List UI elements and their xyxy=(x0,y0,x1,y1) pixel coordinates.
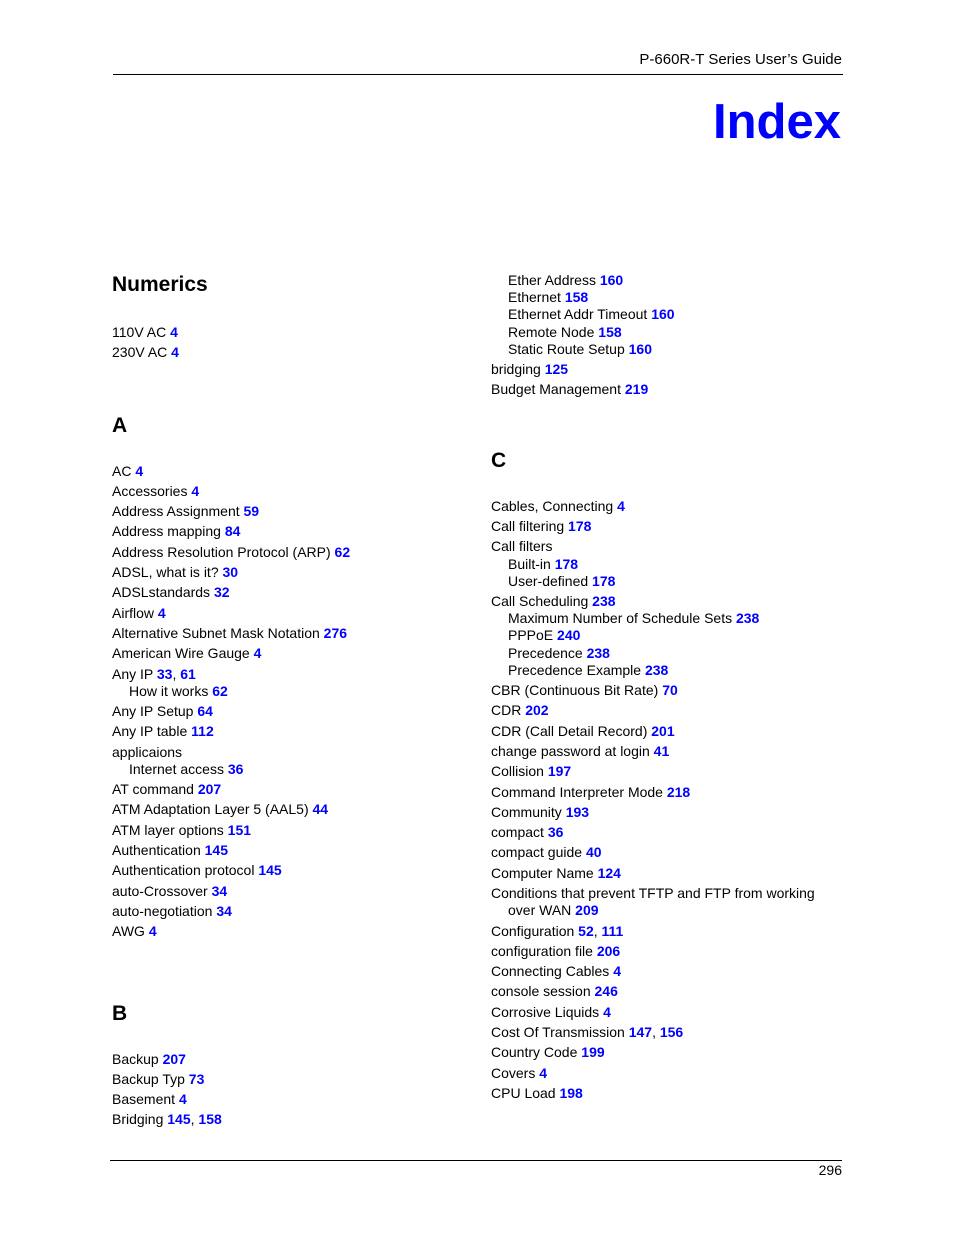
page-link[interactable]: 207 xyxy=(162,1050,186,1067)
page-link[interactable]: 145 xyxy=(167,1111,191,1128)
page-link[interactable]: 112 xyxy=(191,723,214,740)
page-link[interactable]: 4 xyxy=(171,344,179,361)
index-entry: Configuration 52, 111 xyxy=(491,922,624,939)
index-entry: AC 4 xyxy=(112,462,144,479)
index-subentry: Precedence 238 xyxy=(508,644,610,661)
page-number: 296 xyxy=(818,1162,842,1178)
section-heading-a: A xyxy=(112,413,128,437)
page-link[interactable]: 178 xyxy=(554,555,579,572)
page-link[interactable]: 36 xyxy=(227,760,244,777)
index-entry: ATM layer options 151 xyxy=(112,821,252,838)
page-link[interactable]: 41 xyxy=(653,743,670,759)
page-link[interactable]: 158 xyxy=(198,1111,222,1128)
index-subentry: Ethernet 158 xyxy=(508,289,589,306)
page-link[interactable]: 160 xyxy=(628,340,652,357)
index-entry: Authentication 145 xyxy=(112,842,228,859)
index-entry: bridging 125 xyxy=(491,361,569,378)
page-link[interactable]: 32 xyxy=(213,584,230,601)
page-link[interactable]: 44 xyxy=(312,801,329,818)
index-entry: American Wire Gauge 4 xyxy=(112,645,262,662)
page-link[interactable]: 238 xyxy=(592,593,616,609)
index-entry: configuration file 206 xyxy=(491,942,621,959)
index-entry: ADSL, what is it? 30 xyxy=(112,564,239,581)
page-link[interactable]: 30 xyxy=(222,564,239,581)
index-entry: Authentication protocol 145 xyxy=(112,862,282,879)
index-entry: Computer Name 124 xyxy=(491,864,621,881)
index-entry: change password at login 41 xyxy=(491,743,670,759)
index-entry: Cost Of Transmission 147, 156 xyxy=(491,1024,684,1041)
page-link[interactable]: 178 xyxy=(592,572,616,589)
index-entry-continuation: over WAN 209 xyxy=(508,902,599,919)
page-link[interactable]: 207 xyxy=(197,781,222,798)
page-link[interactable]: 201 xyxy=(651,722,675,739)
index-entry: ATM Adaptation Layer 5 (AAL5) 44 xyxy=(112,801,329,818)
page-link[interactable]: 219 xyxy=(624,381,649,398)
page-link[interactable]: 145 xyxy=(258,862,282,879)
page-link[interactable]: 206 xyxy=(596,942,621,959)
page-link[interactable]: 238 xyxy=(644,661,669,678)
index-entry: CDR 202 xyxy=(491,702,549,719)
page-link[interactable]: 4 xyxy=(617,497,625,514)
page-link[interactable]: 4 xyxy=(148,923,157,940)
index-entry: auto-Crossover 34 xyxy=(112,882,228,899)
index-entry: Airflow 4 xyxy=(112,604,166,621)
page-link[interactable]: 33 xyxy=(156,665,173,682)
index-entry: Collision 197 xyxy=(491,763,572,780)
index-entry: 110V AC 4 xyxy=(112,324,178,340)
page-link[interactable]: 218 xyxy=(666,783,691,800)
page-link[interactable]: 111 xyxy=(601,922,624,939)
footer-rule xyxy=(110,1160,842,1161)
section-heading-numerics: Numerics xyxy=(112,273,208,296)
index-subentry: Internet access 36 xyxy=(129,760,244,777)
page-link[interactable]: 84 xyxy=(224,523,241,540)
index-subentry: User-defined 178 xyxy=(508,572,616,589)
page-link[interactable]: 193 xyxy=(565,803,590,820)
index-entry: Any IP Setup 64 xyxy=(112,703,213,720)
index-subentry: Ethernet Addr Timeout 160 xyxy=(508,306,675,323)
index-entry: Address Resolution Protocol (ARP) 62 xyxy=(112,543,351,560)
page-link[interactable]: 151 xyxy=(227,821,252,838)
index-entry: Backup 207 xyxy=(112,1050,186,1067)
header-rule xyxy=(113,74,843,75)
index-entry: AWG 4 xyxy=(112,923,157,940)
index-entry: Bridging 145, 158 xyxy=(112,1111,222,1128)
page-link[interactable]: 209 xyxy=(575,902,599,919)
page-link[interactable]: 156 xyxy=(659,1024,684,1041)
page-link[interactable]: 64 xyxy=(197,703,213,720)
index-entry: Basement 4 xyxy=(112,1091,187,1108)
page-link[interactable]: 4 xyxy=(603,1003,611,1020)
index-entry: Any IP table 112 xyxy=(112,723,214,740)
page-link[interactable]: 197 xyxy=(547,763,572,780)
page-link[interactable]: 198 xyxy=(559,1084,583,1101)
page-link[interactable]: 4 xyxy=(613,963,621,980)
page-link[interactable]: 125 xyxy=(544,361,569,378)
page-link[interactable]: 4 xyxy=(157,604,166,621)
index-entry: Call Scheduling 238 Maximum Number of Schedule Sets 238 PPPoE 240 Precedence 238 Precedence Example 238 xyxy=(491,593,841,679)
section-heading-c: C xyxy=(491,448,507,472)
index-entry: ADSLstandards 32 xyxy=(112,584,230,601)
page-link[interactable]: 238 xyxy=(735,610,760,627)
page-link[interactable]: 40 xyxy=(585,844,602,861)
index-entry: Address mapping 84 xyxy=(112,523,241,540)
index-entry: Call filtering 178 xyxy=(491,518,592,534)
page-link[interactable]: 178 xyxy=(568,518,592,534)
page-link[interactable]: 4 xyxy=(539,1064,548,1081)
page-title: Index xyxy=(713,95,841,149)
page-link[interactable]: 4 xyxy=(191,482,200,499)
page-link[interactable]: 59 xyxy=(243,503,260,520)
index-entry: Any IP 33, 61 How it works 62 xyxy=(112,666,472,700)
page-link[interactable]: 145 xyxy=(204,842,228,859)
index-entry: Alternative Subnet Mask Notation 276 xyxy=(112,624,348,641)
index-entry: Call filters Built-in 178 User-defined 178 xyxy=(491,538,841,590)
index-subentry: PPPoE 240 xyxy=(508,627,581,644)
index-subentry: Static Route Setup 160 xyxy=(508,340,652,357)
index-entry: Cables, Connecting 4 xyxy=(491,497,625,514)
page-link[interactable]: 36 xyxy=(547,824,564,841)
page-link[interactable]: 70 xyxy=(662,682,678,699)
index-entry: CPU Load 198 xyxy=(491,1084,583,1101)
page-link[interactable]: 4 xyxy=(135,462,144,479)
page-link[interactable]: 147 xyxy=(628,1024,653,1041)
page-link[interactable]: 34 xyxy=(211,882,228,899)
page-link[interactable]: 4 xyxy=(178,1091,187,1108)
page-link[interactable]: 52 xyxy=(578,922,594,939)
page-link[interactable]: 238 xyxy=(586,644,610,661)
section-heading-b: B xyxy=(112,1001,128,1025)
page-link[interactable]: 124 xyxy=(597,864,621,881)
page-link[interactable]: 160 xyxy=(599,272,624,288)
index-entry: Command Interpreter Mode 218 xyxy=(491,783,691,800)
index-subentry: Remote Node 158 xyxy=(508,323,622,340)
page-link[interactable]: 61 xyxy=(180,665,196,682)
index-subentry: How it works 62 xyxy=(129,682,228,699)
index-entry: Accessories 4 xyxy=(112,482,200,499)
page-link[interactable]: 246 xyxy=(594,983,618,1000)
index-entry: Country Code 199 xyxy=(491,1044,605,1061)
index-entry: Address Assignment 59 xyxy=(112,503,260,520)
index-entry: Budget Management 219 xyxy=(491,381,649,398)
index-entry: compact 36 xyxy=(491,824,564,841)
index-entry: CBR (Continuous Bit Rate) 70 xyxy=(491,682,678,699)
index-entry: 230V AC 4 xyxy=(112,344,179,361)
index-entry: Backup Typ 73 xyxy=(112,1070,205,1087)
page-link[interactable]: 160 xyxy=(651,306,675,323)
page-link[interactable]: 62 xyxy=(212,682,228,699)
index-entry: Covers 4 xyxy=(491,1064,548,1081)
index-entry: applicaions Internet access 36 xyxy=(112,744,472,778)
page-link[interactable]: 4 xyxy=(253,645,262,662)
index-column-right xyxy=(491,272,841,1105)
index-entry: Conditions that prevent TFTP and FTP from working over WAN 209 xyxy=(491,885,841,919)
index-entry-continued xyxy=(491,272,841,358)
index-entry: Corrosive Liquids 4 xyxy=(491,1003,611,1020)
page-link[interactable]: 73 xyxy=(188,1070,205,1087)
index-entry: console session 246 xyxy=(491,983,618,1000)
index-entry: auto-negotiation 34 xyxy=(112,902,232,919)
index-subentry: Precedence Example 238 xyxy=(508,661,669,678)
index-subentry: Built-in 178 xyxy=(508,555,579,572)
page-link[interactable]: 199 xyxy=(581,1044,605,1061)
page-link[interactable]: 240 xyxy=(557,627,581,644)
index-entry: Community 193 xyxy=(491,803,590,820)
page-link[interactable]: 158 xyxy=(564,289,589,306)
guide-title: P-660R-T Series User’s Guide xyxy=(639,51,842,68)
index-subentry: Ether Address 160 xyxy=(508,272,624,288)
page-link[interactable]: 62 xyxy=(334,543,351,560)
index-entry: Connecting Cables 4 xyxy=(491,963,621,980)
page-link[interactable]: 276 xyxy=(323,624,348,641)
index-entry: AT command 207 xyxy=(112,781,222,798)
page-link[interactable]: 158 xyxy=(598,323,622,340)
page-link[interactable]: 202 xyxy=(525,702,549,719)
index-entry: CDR (Call Detail Record) 201 xyxy=(491,722,675,739)
page-link[interactable]: 4 xyxy=(170,324,178,340)
index-column-left xyxy=(112,272,472,1132)
index-entry: compact guide 40 xyxy=(491,844,602,861)
page-link[interactable]: 34 xyxy=(216,902,232,919)
index-subentry: Maximum Number of Schedule Sets 238 xyxy=(508,610,760,627)
